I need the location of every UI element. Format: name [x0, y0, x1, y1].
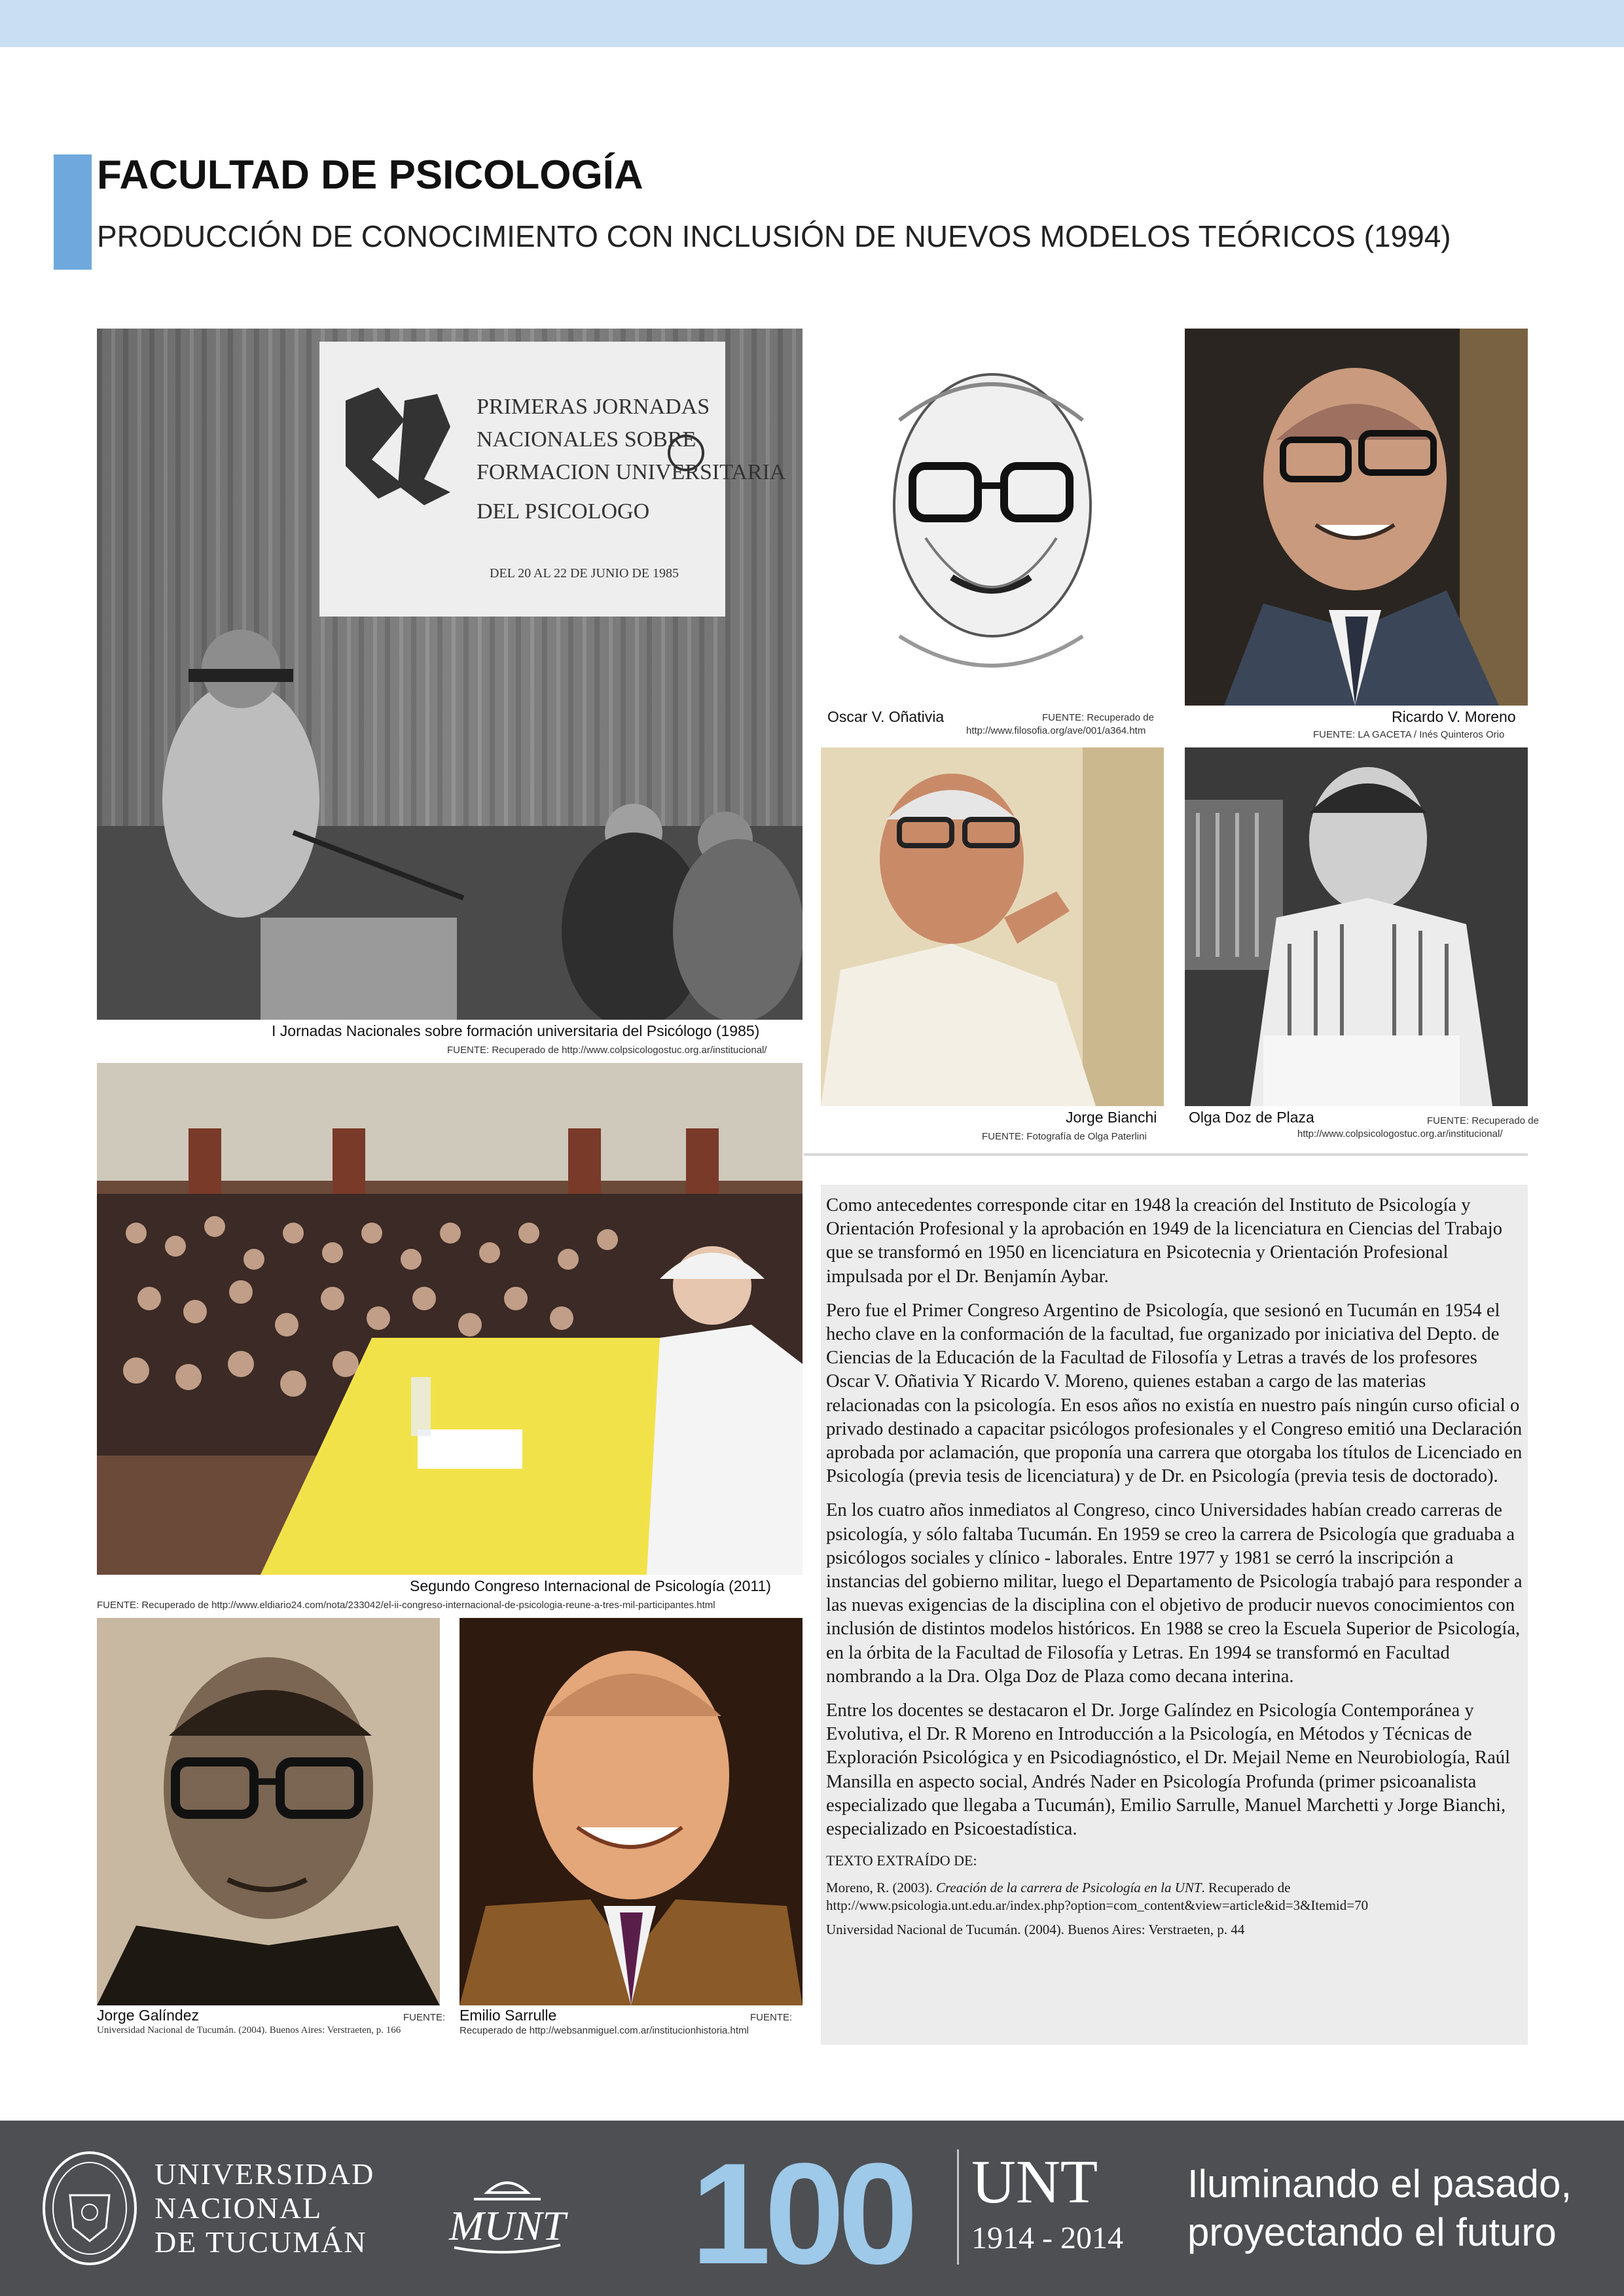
photo-galindez [97, 1618, 440, 2005]
text-source-label: TEXTO EXTRAÍDO DE: [826, 1852, 977, 1869]
source-galindez-label: FUENTE: [403, 2012, 446, 2023]
source-plaza-1: FUENTE: Recuperado de [1427, 1115, 1539, 1126]
source-galindez: Universidad Nacional de Tucumán. (2004). Buenos Aires: Verstraeten, p. 166 [97, 2025, 401, 2036]
slogan-line-2: proyectando el futuro [1187, 2210, 1557, 2254]
munt-logo [435, 2173, 580, 2258]
university-name-line-1: UNIVERSIDAD [154, 2157, 375, 2191]
university-name-line-2: NACIONAL [154, 2191, 323, 2225]
divider-line [804, 1153, 1528, 1156]
photo-plaza [1185, 747, 1528, 1106]
paragraph-2: Pero fue el Primer Congreso Argentino de Psicología, que sesionó en Tucumán en 1954 el hecho clave en la conformación de la facultad, fue organizado por iniciativa del Depto. de Ciencias de la Educación de la Facultad de Filosofía y Letras a través de los profesores Oscar V. Oñativia Y Ricardo V. Moreno, quienes estaban a cargo de las materias relacionadas con la psicología. En esos años no existía en nuestro país ningún curso oficial o privado destinado a capacitar psicólogos profesionales y el Congreso emitió una Declaración aprobada por aclamación, que proponía una carrera que otorgaba los títulos de Licenciado en Psicología (previa tesis de licenciatura) y de Dr. en Psicología (previa tesis de doctorado). [826, 1300, 1523, 1487]
source-onativia-1: FUENTE: Recuperado de [1042, 712, 1154, 723]
source-congreso: FUENTE: Recuperado de http://www.eldiario24.com/nota/233042/el-ii-congreso-internacional-de-psicologia-reune-a-tres-mil-participantes.html [97, 1600, 715, 1611]
photo-jornadas-1985 [97, 329, 803, 1020]
university-seal-icon [41, 2149, 139, 2267]
source-moreno: FUENTE: LA GACETA / Inés Quinteros Orio [1313, 729, 1505, 740]
source-jornadas: FUENTE: Recuperado de http://www.colpsicologostuc.org.ar/institucional/ [447, 1045, 767, 1056]
paragraph-1: Como antecedentes corresponde citar en 1948 la creación del Instituto de Psicología y Orientación Profesional y la aprobación en 1949 de la licenciatura en Ciencias del Trabajo que se transformó en 1950 en licenciatura en Psicotecnia y Orientación Profesional impulsada por el Dr. Benjamín Aybar. [826, 1195, 1503, 1287]
slogan-line-1: Iluminando el pasado, [1187, 2162, 1572, 2206]
source-plaza-2: http://www.colpsicologostuc.org.ar/institucional/ [1297, 1128, 1503, 1139]
page-title: FACULTAD DE PSICOLOGÍA [97, 152, 643, 198]
centenary-100-logo [651, 2147, 952, 2275]
source-sarrulle: Recuperado de http://websanmiguel.com.ar/institucionhistoria.html [460, 2025, 749, 2036]
reference-2: Universidad Nacional de Tucumán. (2004). Buenos Aires: Verstraeten, p. 44 [826, 1922, 1245, 1938]
reference-1-rest: . Recuperado de [1201, 1880, 1291, 1896]
slogan [1187, 2160, 1572, 2257]
reference-1-title: Creación de la carrera de Psicología en la UNT [935, 1880, 1202, 1896]
banner-line-2: NACIONALES SOBRE [477, 427, 696, 452]
unt-logo-text: UNT [971, 2148, 1098, 2216]
caption-jornadas: I Jornadas Nacionales sobre formación universitaria del Psicólogo (1985) [272, 1022, 760, 1039]
photo-sarrulle [460, 1618, 803, 2005]
photo-congreso-2011 [97, 1063, 803, 1575]
footer-separator [957, 2149, 959, 2265]
caption-moreno: Ricardo V. Moreno [1392, 708, 1516, 725]
caption-bianchi: Jorge Bianchi [1066, 1109, 1157, 1126]
title-accent-bar [54, 154, 92, 270]
page-subtitle: PRODUCCIÓN DE CONOCIMIENTO CON INCLUSIÓN DE NUEVOS MODELOS TEÓRICOS (1994) [97, 219, 1451, 253]
munt-logo-text: MUNT [449, 2202, 566, 2249]
reference-1-url: http://www.psicologia.unt.edu.ar/index.php?option=com_content&view=article&id=3&Itemid=70 [826, 1897, 1369, 1914]
banner-line-4: DEL PSICOLOGO [477, 499, 650, 524]
reference-1 [826, 1879, 1523, 1914]
caption-sarrulle: Emilio Sarrulle [460, 2007, 557, 2024]
university-name-line-3: DE TUCUMÁN [154, 2225, 367, 2259]
top-color-band [0, 0, 1624, 47]
paragraph-4: Entre los docentes se destacaron el Dr. Jorge Galíndez en Psicología Contemporánea y Evolutiva, el Dr. R Moreno en Introducción a la Psicología, en Métodos y Técnicas de Exploración Psicológica y en Psicodiagnóstico, el Dr. Mejail Neme en Neurobiología, Raúl Mansilla en aspecto social, Andrés Nader en Psicología Profunda (primer psicoanalista especializado que llegaba a Tucumán), Emilio Sarrulle, Manuel Marchetti y Jorge Bianchi, especializado en Psicoestadística. [826, 1700, 1511, 1840]
source-sarrulle-label: FUENTE: [750, 2012, 793, 2023]
photo-moreno [1185, 329, 1528, 706]
centenary-number: 100 [691, 2147, 912, 2275]
banner-line-3: FORMACION UNIVERSITARIA [477, 460, 786, 484]
photo-bianchi [821, 747, 1164, 1106]
university-name [154, 2157, 374, 2259]
photo-onativia [821, 329, 1164, 706]
history-text-box [821, 1185, 1528, 2045]
centenary-years: 1914 - 2014 [971, 2221, 1123, 2255]
source-onativia-2: http://www.filosofia.org/ave/001/a364.htm [966, 725, 1146, 736]
reference-1-author: Moreno, R. (2003). [826, 1880, 936, 1896]
banner-line-5: DEL 20 AL 22 DE JUNIO DE 1985 [490, 566, 679, 581]
caption-plaza: Olga Doz de Plaza [1189, 1109, 1314, 1126]
banner-line-1: PRIMERAS JORNADAS [477, 395, 710, 419]
caption-congreso: Segundo Congreso Internacional de Psicología (2011) [410, 1577, 771, 1594]
paragraph-3: En los cuatro años inmediatos al Congreso, cinco Universidades habían creado carreras de psicología, y sólo faltaba Tucumán. En 1959 se creo la carrera de Psicología que graduaba a psicólogos sociales y clínico - laborales. Entre 1977 y 1981 se cerró la inscripción a instancias del gobierno militar, luego el Departamento de Psicología trabajó para responder a las nuevas exigencias de la disciplina con el objetivo de producir nuevos conocimientos con inclusión de distintos modelos históricos. En 1988 se creo la Escuela Superior de Psicología, en la órbita de la Facultad de Filosofía y Letras. En 1994 se transformó en Facultad nombrando a la Dra. Olga Doz de Plaza como decana interina. [826, 1500, 1523, 1687]
caption-onativia: Oscar V. Oñativia [827, 708, 945, 725]
caption-galindez: Jorge Galíndez [97, 2007, 199, 2024]
source-bianchi: FUENTE: Fotografía de Olga Paterlini [982, 1131, 1147, 1142]
